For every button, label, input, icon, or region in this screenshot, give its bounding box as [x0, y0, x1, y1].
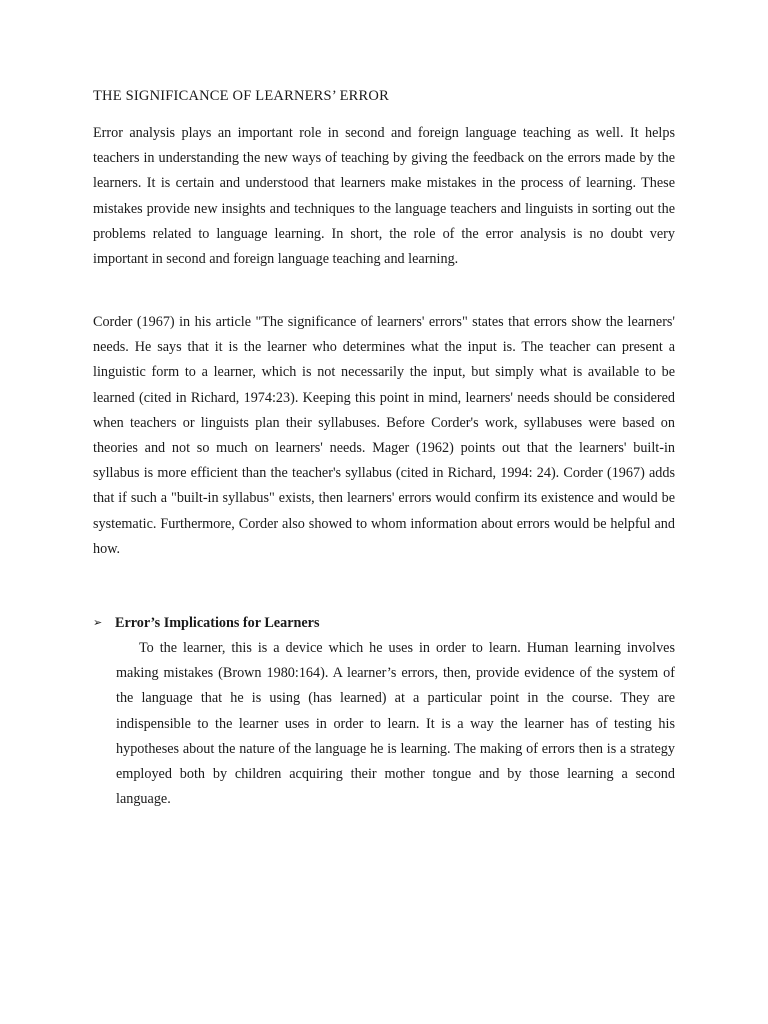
- section-heading-row: [93, 610, 675, 636]
- paragraph-corder: Corder (1967) in his article "The significance of learners' errors" states that errors show the learners' needs. He says that it is the learner who determines what the input is. The teacher can present a linguistic form to a learner, which is not necessarily the input, but simply what is available to be learned (cited in Richard, 1974:23). Keeping this point in mind, learners' needs should be considered when teachers or linguists plan their syllabuses. Before Corder's work, syllabuses were based on theories and not so much on learners' needs. Mager (1962) points out that the learners' built-in syllabus is more efficient than the teacher's syllabus (cited in Richard, 1994: 24). Corder (1967) adds that if such a "built-in syllabus" exists, then learners' errors would confirm its existence and would be systematic. Furthermore, Corder also showed to whom information about errors would be helpful and how.: [93, 314, 675, 557]
- document-title: THE SIGNIFICANCE OF LEARNERS’ ERROR: [93, 88, 389, 104]
- arrow-bullet-icon: ➢: [93, 616, 103, 629]
- paragraph-implications: To the learner, this is a device which he uses in order to learn. Human learning involves making mistakes (Brown 1980:164). A learner’s errors, then, provide evidence of the system of the language that he is using (has learned) at a particular point in the course. They are indispensible to the learner uses in order to learn. It is a way the learner has of testing his hypotheses about the nature of the language he is learning. The making of errors then is a strategy employed both by children acquiring their mother tongue and by those learning a second language.: [116, 640, 675, 808]
- paragraph-error-analysis: Error analysis plays an important role in second and foreign language teaching as well. It helps teachers in understanding the new ways of teaching by giving the feedback on the errors made by the learners. It is certain and understood that learners make mistakes in the process of learning. These mistakes provide new insights and techniques to the language teachers and linguists in sorting out the problems related to language learning. In short, the role of the error analysis is no doubt very important in second and foreign language teaching and learning.: [93, 125, 675, 268]
- section-heading: Error’s Implications for Learners: [115, 615, 320, 631]
